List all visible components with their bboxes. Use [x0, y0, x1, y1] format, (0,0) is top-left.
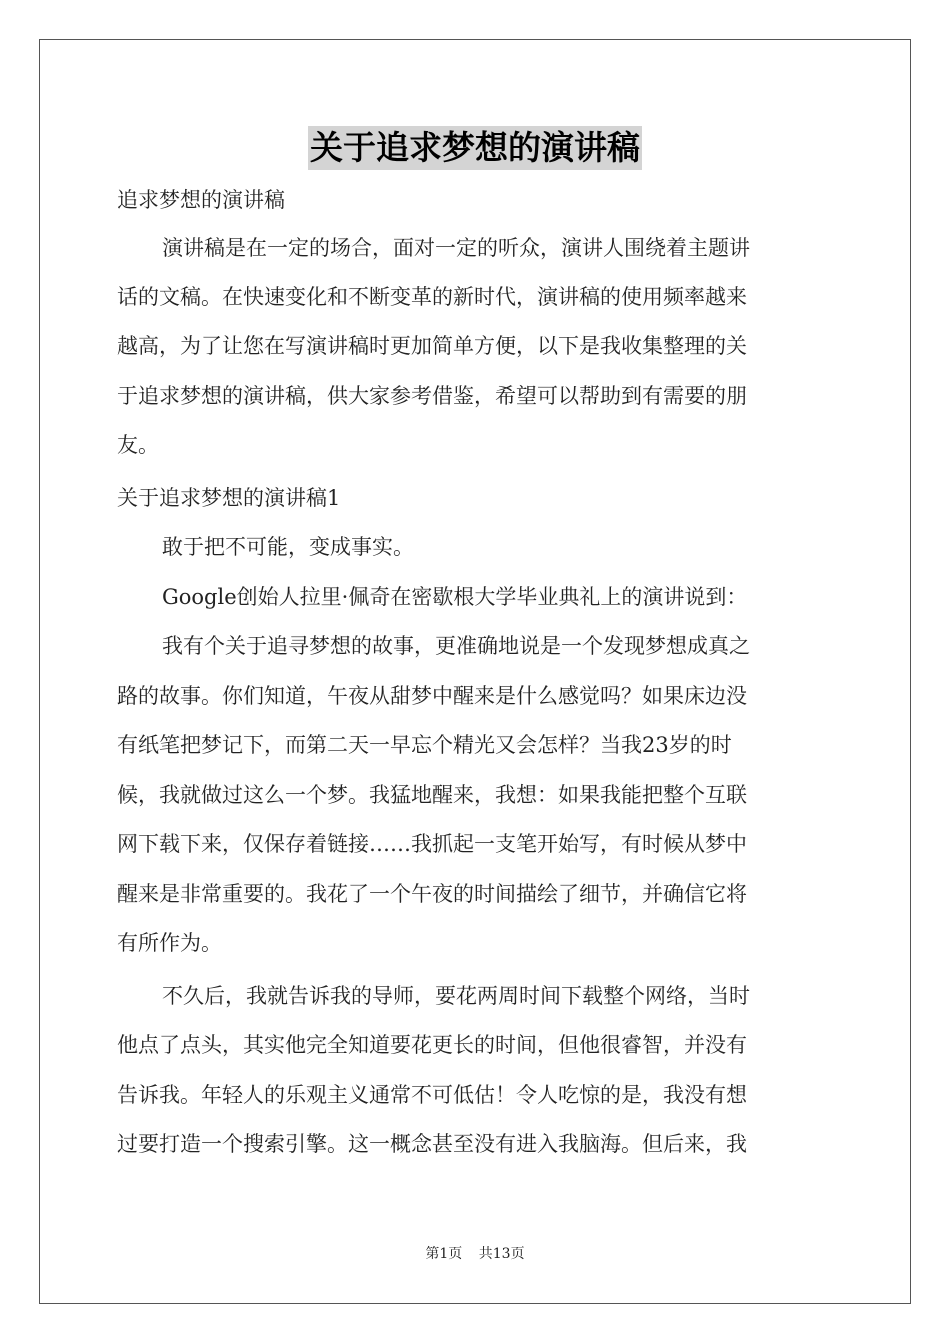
- section-heading: 追求梦想的演讲稿: [117, 188, 285, 212]
- paragraph-line: 候，我就做过这么一个梦。我猛地醒来，我想：如果我能把整个互联: [117, 783, 747, 807]
- paragraph-line: 不久后，我就告诉我的导师，要花两周时间下载整个网络，当时: [162, 984, 750, 1008]
- paragraph-line: 有所作为。: [117, 931, 222, 955]
- paragraph-line: 话的文稿。在快速变化和不断变革的新时代，演讲稿的使用频率越来: [117, 285, 747, 309]
- paragraph-line: 过要打造一个搜索引擎。这一概念甚至没有进入我脑海。但后来，我: [117, 1132, 747, 1156]
- document-title: 关于追求梦想的演讲稿: [308, 126, 642, 170]
- paragraph-line: 敢于把不可能，变成事实。: [162, 535, 414, 559]
- section-heading: 关于追求梦想的演讲稿1: [117, 486, 341, 510]
- paragraph-line: 告诉我。年轻人的乐观主义通常不可低估！令人吃惊的是，我没有想: [117, 1083, 747, 1107]
- paragraph-line: 他点了点头，其实他完全知道要花更长的时间，但他很睿智，并没有: [117, 1033, 747, 1057]
- paragraph-line: 越高，为了让您在写演讲稿时更加简单方便，以下是我收集整理的关: [117, 334, 747, 358]
- paragraph-line: 网下载下来，仅保存着链接……我抓起一支笔开始写，有时候从梦中: [117, 832, 747, 856]
- page-footer: [0, 1243, 950, 1263]
- title-container: [0, 126, 950, 170]
- page-border: [39, 39, 911, 1304]
- paragraph-line: 于追求梦想的演讲稿，供大家参考借鉴，希望可以帮助到有需要的朋: [117, 384, 747, 408]
- paragraph-line: 友。: [117, 433, 159, 457]
- paragraph-line: 我有个关于追寻梦想的故事，更准确地说是一个发现梦想成真之: [162, 634, 750, 658]
- paragraph-line: 演讲稿是在一定的场合，面对一定的听众，演讲人围绕着主题讲: [162, 236, 750, 260]
- paragraph-line: 有纸笔把梦记下，而第二天一早忘个精光又会怎样？当我23岁的时: [117, 733, 732, 757]
- paragraph-line: 醒来是非常重要的。我花了一个午夜的时间描绘了细节，并确信它将: [117, 882, 747, 906]
- page-total: 共13页: [478, 1246, 525, 1262]
- paragraph-line: Google创始人拉里·佩奇在密歇根大学毕业典礼上的演讲说到：: [162, 585, 748, 609]
- page-number: 第1页: [425, 1246, 463, 1262]
- paragraph-line: 路的故事。你们知道，午夜从甜梦中醒来是什么感觉吗？如果床边没: [117, 684, 747, 708]
